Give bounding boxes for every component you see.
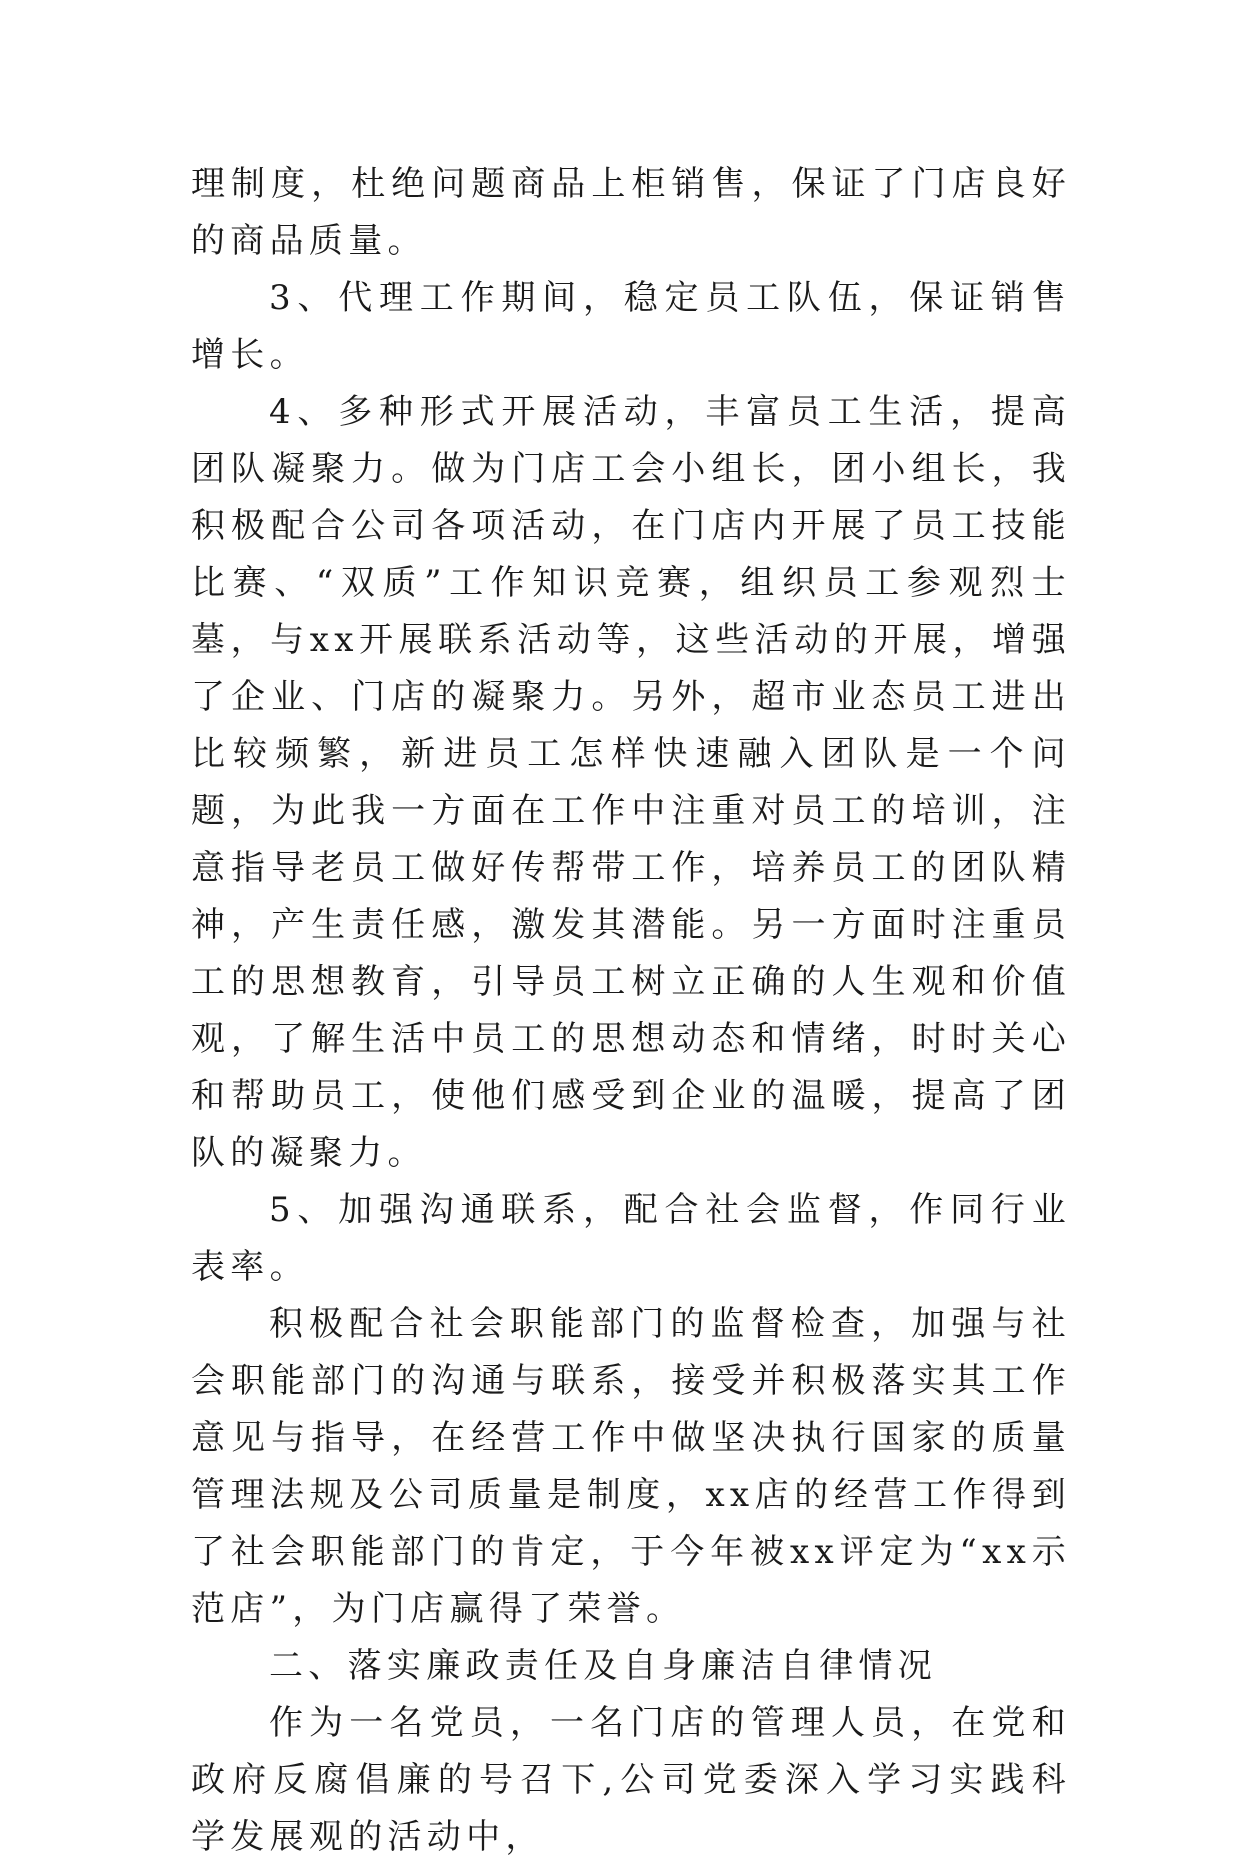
section-heading-2: 二、落实廉政责任及自身廉洁自律情况 — [269, 1646, 938, 1686]
paragraph-item-3: 3、代理工作期间，稳定员工队伍，保证销售增长。 — [191, 278, 1071, 375]
paragraph-item-5: 5、加强沟通联系，配合社会监督，作同行业表率。 — [191, 1190, 1071, 1287]
paragraph-supervision: 积极配合社会职能部门的监督检查，加强与社会职能部门的沟通与联系，接受并积极落实其工作意见与指导，在经营工作中做坚决执行国家的质量管理法规及公司质量是制度，xx店的经营工作得到了社会职能部门的肯定，于今年被xx评定为“xx示范店”，为门店赢得了荣誉。 — [191, 1304, 1071, 1629]
paragraph-party-member: 作为一名党员，一名门店的管理人员，在党和政府反腐倡廉的号召下,公司党委深入学习实践科学发展观的活动中， — [191, 1703, 1071, 1857]
paragraph-quality-management: 理制度，杜绝问题商品上柜销售，保证了门店良好的商品质量。 — [191, 164, 1071, 261]
document-body — [191, 156, 1071, 1866]
paragraph-item-4: 4、多种形式开展活动，丰富员工生活，提高团队凝聚力。做为门店工会小组长，团小组长，我积极配合公司各项活动，在门店内开展了员工技能比赛、“双质”工作知识竞赛，组织员工参观烈士墓，与xx开展联系活动等，这些活动的开展，增强了企业、门店的凝聚力。另外，超市业态员工进出比较频繁，新进员工怎样快速融入团队是一个问题，为此我一方面在工作中注重对员工的培训，注意指导老员工做好传帮带工作，培养员工的团队精神，产生责任感，激发其潜能。另一方面时注重员工的思想教育，引导员工树立正确的人生观和价值观，了解生活中员工的思想动态和情绪，时时关心和帮助员工，使他们感受到企业的温暖，提高了团队的凝聚力。 — [191, 392, 1071, 1173]
